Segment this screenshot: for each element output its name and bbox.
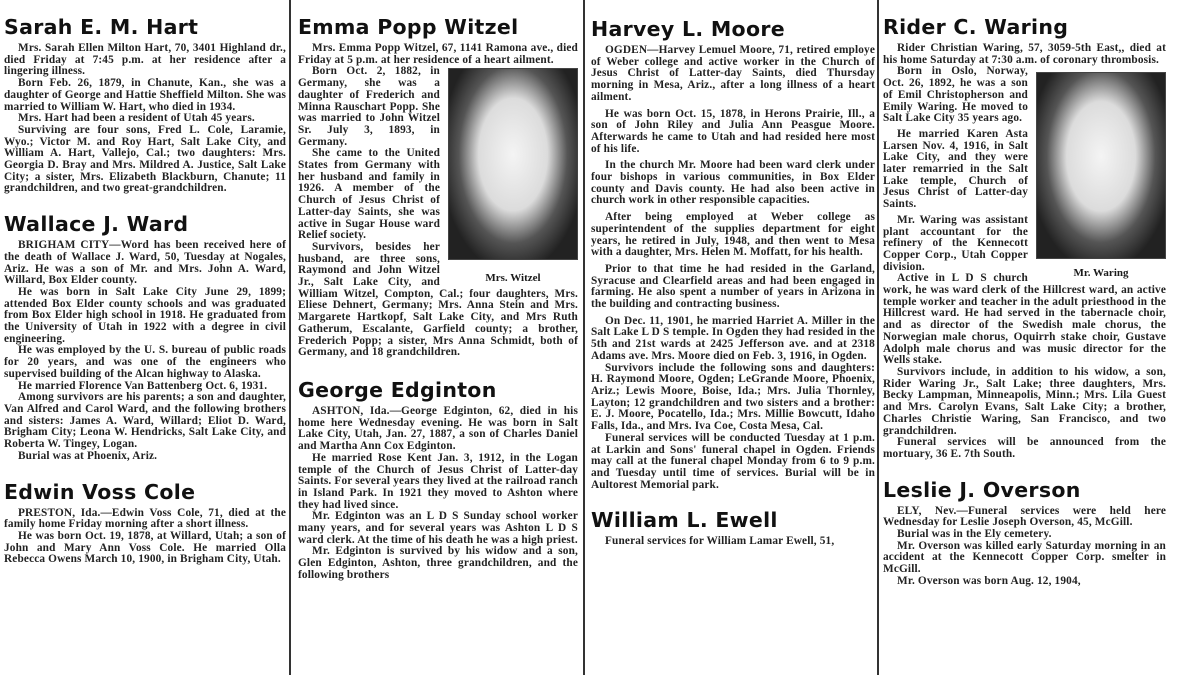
paragraph: Active in L D S church work, he was ward clerk of the Hillcrest ward, an active temple worker and teacher in the adult priesthood in the Hillcrest ward. He had served in the tabernacle choir, and as director of the Swedish male chorus, the Norwegian male chorus, Oquirrh stake choir, Gustave Adolph male chorus and was music director for the Wells stake.	[883, 272, 1166, 367]
paragraph: Born in Oslo, Norway, Oct. 26, 1892, he was a son of Emil Christopherson and Emily Waring. He moved to Salt Lake City 35 years ago.	[883, 65, 1028, 125]
headline: Sarah E. M. Hart	[4, 15, 199, 39]
headline: Edwin Voss Cole	[4, 479, 196, 504]
paragraph: On Dec. 11, 1901, he married Harriet A. Miller in the Salt Lake L D S temple. In Ogden they had resided in the 5th and 21st wards at 2425 Jefferson ave. and at 2318 Adams ave. Mrs. Moore died on Feb. 3, 1916, in Ogden.	[591, 314, 875, 362]
paragraph: He was born in Salt Lake City June 29, 1899; attended Box Elder county schools and was graduated from Box Elder high school in 1918. He graduated from the University of Utah in 1922 with a degree in civil engineering.	[4, 285, 286, 345]
paragraph: BRIGHAM CITY—Word has been received here of the death of Wallace J. Ward, 50, Tuesday at Nogales, Ariz. He was a son of Mr. and Mrs. John A. Ward, Willard, Box Elder county.	[4, 239, 286, 287]
obituary-sarah-hart	[4, 14, 286, 195]
paragraph: Burial was at Phoenix, Ariz.	[18, 449, 158, 462]
column-rule	[877, 0, 879, 675]
paragraph: ELY, Nev.—Funeral services were held here Wednesday for Leslie Joseph Overson, 45, McGill.	[883, 504, 1166, 529]
column-4	[883, 0, 1166, 675]
column-1	[4, 0, 286, 675]
photo-caption: Mr. Waring	[1073, 267, 1129, 280]
paragraph: He was born Oct. 19, 1878, at Willard, Utah; a son of John and Mary Ann Voss Cole. He married Olla Rebecca Owens March 10, 1900, in Brigham City, Utah.	[4, 529, 286, 566]
paragraph: He married Rose Kent Jan. 3, 1912, in the Logan temple of the Church of Jesus Christ of Latter-day Saints. For several years they lived at the railroad ranch in Island Park. In 1921 they moved to Ashton where they had lived since.	[298, 451, 578, 511]
paragraph: Funeral services for William Lamar Ewell, 51,	[605, 535, 835, 548]
paragraph: Mr. Overson was killed early Saturday morning in an accident at the Kennecott Copper Corp. smelter in McGill.	[883, 539, 1166, 576]
obituary-emma-witzel	[298, 14, 578, 359]
obituary-rider-waring	[883, 14, 1166, 461]
paragraph: Survivors, besides her husband, are three sons, Raymond and John Witzel Jr., Salt Lake City, and William Witzel, Compton, Cal.; four daughters, Mrs. Eliese Dehnert, Germany; Mrs. Anna Stein and Mrs. Margarete Hartkopf, Salt Lake City, and Mrs Ruth Gatherum, Escalante, Garfield county; a brother, Frederich Popp; a sister, Mrs Anna Schmidt, both of Germany, and 18 grandchildren.	[298, 240, 578, 359]
paragraph: Survivors include, in addition to his widow, a son, Rider Waring Jr., Salt Lake; three daughters, Mrs. Becky Lampman, Minneapolis, Minn.; Mrs. Lila Guest and Mrs. Carolyn Evans, Salt Lake City; a brother, Charles Christie Waring, San Francisco, and two grandchildren.	[883, 365, 1166, 437]
paragraph: She came to the United States from Germany with her husband and family in 1926. A member of the Church of Jesus Christ of Latter-day Saints, she was active in Sugar House ward Relief society.	[298, 147, 440, 242]
portrait-photo	[1036, 68, 1166, 279]
headline: Rider C. Waring	[883, 15, 1069, 39]
paragraph: PRESTON, Ida.—Edwin Voss Cole, 71, died at the family home Friday morning after a short illness.	[4, 506, 286, 531]
paragraph: Among survivors are his parents; a son and daughter, Van Alfred and Carol Ward, and the following brothers and sisters: James A. Ward, Willard; Eliot D. Ward, Brigham City; Leona W. Hendricks, Salt Lake City, and Roberta W. Tingey, Logan.	[4, 391, 286, 451]
column-2	[298, 0, 578, 675]
obituary-wallace-ward	[4, 211, 286, 462]
obituary-edwin-cole	[4, 479, 286, 567]
paragraph: Mr. Waring was assistant plant accountant for the refinery of the Kennecott Copper Corp., Utah Copper division.	[883, 213, 1028, 273]
obituary-william-ewell	[591, 507, 875, 548]
paragraph: Funeral services will be announced from the mortuary, 36 E. 7th South.	[883, 436, 1166, 460]
paragraph: Surviving are four sons, Fred L. Cole, Laramie, Wyo.; Victor M. and Roy Hart, Salt Lake City, and William A. Hart, Vallejo, Cal.; two daughters: Mrs. Georgia D. Bray and Mrs. Mildred A. Justice, Salt Lake City; a sister, Mrs. Elizabeth Blackburn, Chanute; 11 grandchildren, and two great-grandchildren.	[4, 123, 286, 195]
column-3	[591, 0, 875, 675]
paragraph: He was born Oct. 15, 1878, in Herons Prairie, Ill., a son of John Riley and Julia Ann Peasgue Moore. Afterwards he came to Utah and had resided here most of his life.	[591, 107, 875, 155]
obituary-leslie-overson	[883, 477, 1166, 588]
paragraph: Mrs. Hart had been a resident of Utah 45 years.	[18, 112, 255, 125]
headline: Emma Popp Witzel	[298, 15, 519, 39]
paragraph: Mrs. Sarah Ellen Milton Hart, 70, 3401 Highland dr., died Friday at 7:45 p.m. at her residence after a lingering illness.	[4, 42, 286, 78]
paragraph: In the church Mr. Moore had been ward clerk under four bishops in various communities, in Box Elder county and Davis county. He had also been active in church work in other responsible capacities.	[591, 159, 875, 207]
column-rule	[289, 0, 291, 675]
paragraph: He married Karen Asta Larsen Nov. 4, 1916, in Salt Lake City, and they were later remarried in the Salt Lake temple, Church of Jesus Christ of Latter-day Saints.	[883, 127, 1028, 211]
paragraph: OGDEN—Harvey Lemuel Moore, 71, retired employe of Weber college and active worker in the Church of Jesus Christ of Latter-day Saints, died Thursday morning in Mesa, Ariz., after a long illness of a heart ailment.	[591, 44, 875, 103]
photo-caption: Mrs. Witzel	[485, 272, 541, 285]
column-rule	[583, 0, 585, 675]
portrait-photo	[448, 68, 578, 284]
paragraph: Born Oct. 2, 1882, in Germany, she was a daughter of Frederich and Minna Rauschart Popp. She was married to John Witzel Sr. July 3, 1893, in Germany.	[298, 65, 440, 148]
paragraph: Mr. Overson was born Aug. 12, 1904,	[897, 574, 1081, 587]
paragraph: Prior to that time he had resided in the Garland, Syracuse and Clearfield areas and had been engaged in farming. He also spent a number of years in Arizona in the building and contracting business.	[591, 262, 875, 311]
paragraph: Mrs. Emma Popp Witzel, 67, 1141 Ramona ave., died Friday at 5 p.m. at her residence of a heart ailment.	[298, 42, 578, 66]
obituary-harvey-moore	[591, 16, 875, 491]
paragraph: Mr. Edginton was an L D S Sunday school worker many years, and for several years was Ashton L D S ward clerk. At the time of his death he was a high priest.	[298, 510, 578, 546]
paragraph: He was employed by the U. S. bureau of public roads for 20 years, and was one of the engineers who supervised building of the Alcan highway to Alaska.	[4, 344, 286, 380]
paragraph: Survivors include the following sons and daughters: H. Raymond Moore, Ogden; LeGrande Moore, Phoenix, Ariz.; Lewis Moore, Boise, Ida.; Mrs. Julia Thornley, Layton; 12 grandchildren and two sisters and a brother: E. J. Moore, Pocatello, Ida.; Mrs. Millie Bowcutt, Idaho Falls, Ida., and Mrs. Iva Coe, Costa Mesa, Cal.	[591, 361, 875, 433]
paragraph: After being employed at Weber college as superintendent of the supplies department for eight years, he retired in July, 1948, and then went to Mesa with a daughter, Mrs. Helen M. Moffatt, for his health.	[591, 211, 875, 259]
obituary-george-edginton	[298, 375, 578, 582]
paragraph: ASHTON, Ida.—George Edginton, 62, died in his home here Wednesday evening. He was born in Salt Lake City, Utah, Jan. 27, 1887, a son of Charles Daniel and Martha Ann Cox Edginton.	[298, 404, 578, 453]
paragraph: Burial was in the Ely cemetery.	[897, 528, 1052, 541]
headline: Leslie J. Overson	[883, 477, 1081, 502]
portrait-image	[1036, 72, 1166, 259]
headline: George Edginton	[298, 377, 497, 402]
headline: Wallace J. Ward	[4, 212, 189, 237]
paragraph: Born Feb. 26, 1879, in Chanute, Kan., she was a daughter of George and Hattie Sheffield Milton. She was married to William W. Hart, who died in 1934.	[4, 77, 286, 113]
paragraph: He married Florence Van Battenberg Oct. 6, 1931.	[18, 379, 268, 392]
headline: William L. Ewell	[591, 508, 778, 533]
headline: Harvey L. Moore	[591, 17, 785, 41]
paragraph: Rider Christian Waring, 57, 3059-5th East,, died at his home Saturday at 7:30 a.m. of coronary thrombosis.	[883, 42, 1166, 66]
paragraph: Mr. Edginton is survived by his widow and a son, Glen Edginton, Ashton, three grandchildren, and the following brothers	[298, 545, 578, 581]
portrait-image	[448, 68, 578, 260]
paragraph: Funeral services will be conducted Tuesday at 1 p.m. at Larkin and Sons' funeral chapel in Ogden. Friends may call at the funeral chapel Monday from 6 to 9 p.m. and Tuesday until time of services. Burial will be in Aultorest Memorial park.	[591, 431, 875, 491]
